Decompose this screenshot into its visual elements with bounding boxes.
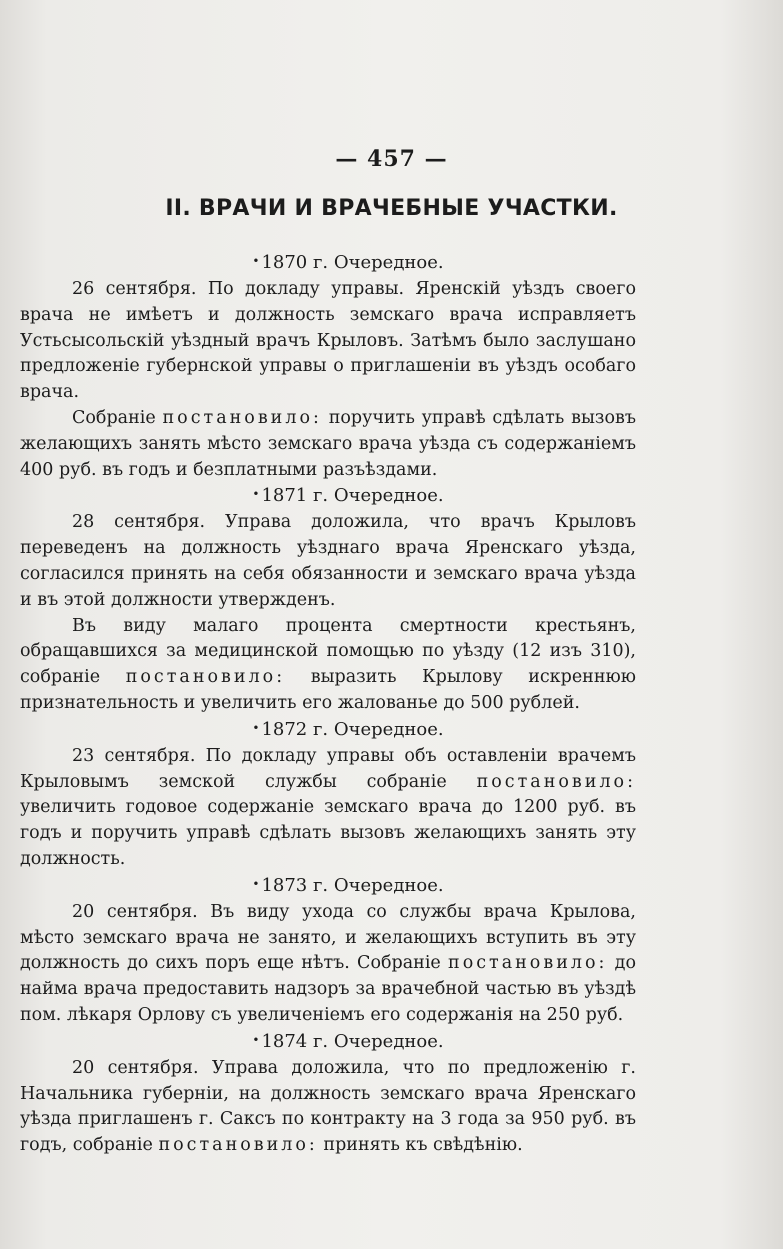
emphasis-spaced: постановило:: [476, 771, 636, 792]
year-heading-1873: • 1873 г. Очередное.: [252, 874, 444, 896]
emphasis-spaced: постановило:: [158, 1135, 318, 1156]
emphasis-spaced: постановило:: [448, 953, 608, 974]
bullet-mark: •: [252, 720, 260, 735]
paragraph: Собраніе постановило: поручить управѣ сдѣлать вызовъ желающихъ занять мѣсто земскаго врача уѣзда съ содержаніемъ 400 руб. въ годъ и безплатными разъѣздами.: [20, 407, 636, 480]
paragraph: 28 сентября. Управа доложила, что врачъ Крыловъ переведенъ на должность уѣзднаго врача Яренскаго уѣзда, согласился принять на себя обязанности и земскаго врача уѣзда и въ этой должности утвержденъ.: [20, 512, 636, 610]
paragraph: 20 сентября. Въ виду ухода со службы врача Крылова, мѣсто земскаго врача не занято, и желающихъ вступить въ эту должность до сихъ поръ еще нѣтъ. Собраніе постановило: до найма врача предоставить надзоръ за врачебной частью въ уѣздѣ пом. лѣкаря Орлову съ увеличеніемъ его содержанія на 250 руб.: [20, 901, 636, 1025]
year-heading-1872: • 1872 г. Очередное.: [252, 718, 444, 740]
year-heading-1874: • 1874 г. Очередное.: [252, 1030, 444, 1052]
section-title: II. ВРАЧИ И ВРАЧЕБНЫЕ УЧАСТКИ.: [165, 196, 618, 221]
paragraph: 23 сентября. По докладу управы объ оставленіи врачемъ Крыловымъ земской службы собраніе постановило: увеличить годовое содержаніе земскаго врача до 1200 руб. въ годъ и поручить управѣ сдѣлать вызовъ желающихъ занять эту должность.: [20, 745, 636, 869]
bullet-mark: •: [252, 254, 260, 268]
year-heading-1871: • 1871 г. Очередное.: [252, 485, 444, 507]
body-text: [20, 250, 636, 1159]
paragraph: 20 сентября. Управа доложила, что по предложенію г. Начальника губерніи, на должность земскаго врача Яренскаго уѣзда приглашенъ г. Саксъ по контракту на 3 года за 950 руб. въ годъ, собраніе постановило: принять къ свѣдѣнію.: [20, 1057, 636, 1156]
emphasis-spaced: постановило:: [125, 667, 286, 688]
year-heading-1870: • 1870 г. Очередное.: [252, 252, 444, 273]
page-number: — 457 —: [335, 146, 448, 172]
paragraph: Въ виду малаго процента смертности крестьянъ, обращавшихся за медицинской помощью по уѣзду (12 изъ 310), собраніе постановило: выразить Крылову искреннюю признательность и увеличить его жалованье до 500 рублей.: [20, 615, 636, 713]
emphasis-spaced: постановило:: [162, 407, 322, 428]
paragraph: 26 сентября. По докладу управы. Яренскій уѣздъ своего врача не имѣетъ и должность земскаго врача исправляетъ Устьсысольскій уѣздный врачъ Крыловъ. Затѣмъ было заслушано предложеніе губернской управы о приглашеніи въ уѣздъ особаго врача.: [20, 279, 636, 403]
bullet-mark: •: [252, 876, 260, 891]
bullet-mark: •: [252, 487, 260, 502]
bullet-mark: •: [252, 1032, 260, 1047]
